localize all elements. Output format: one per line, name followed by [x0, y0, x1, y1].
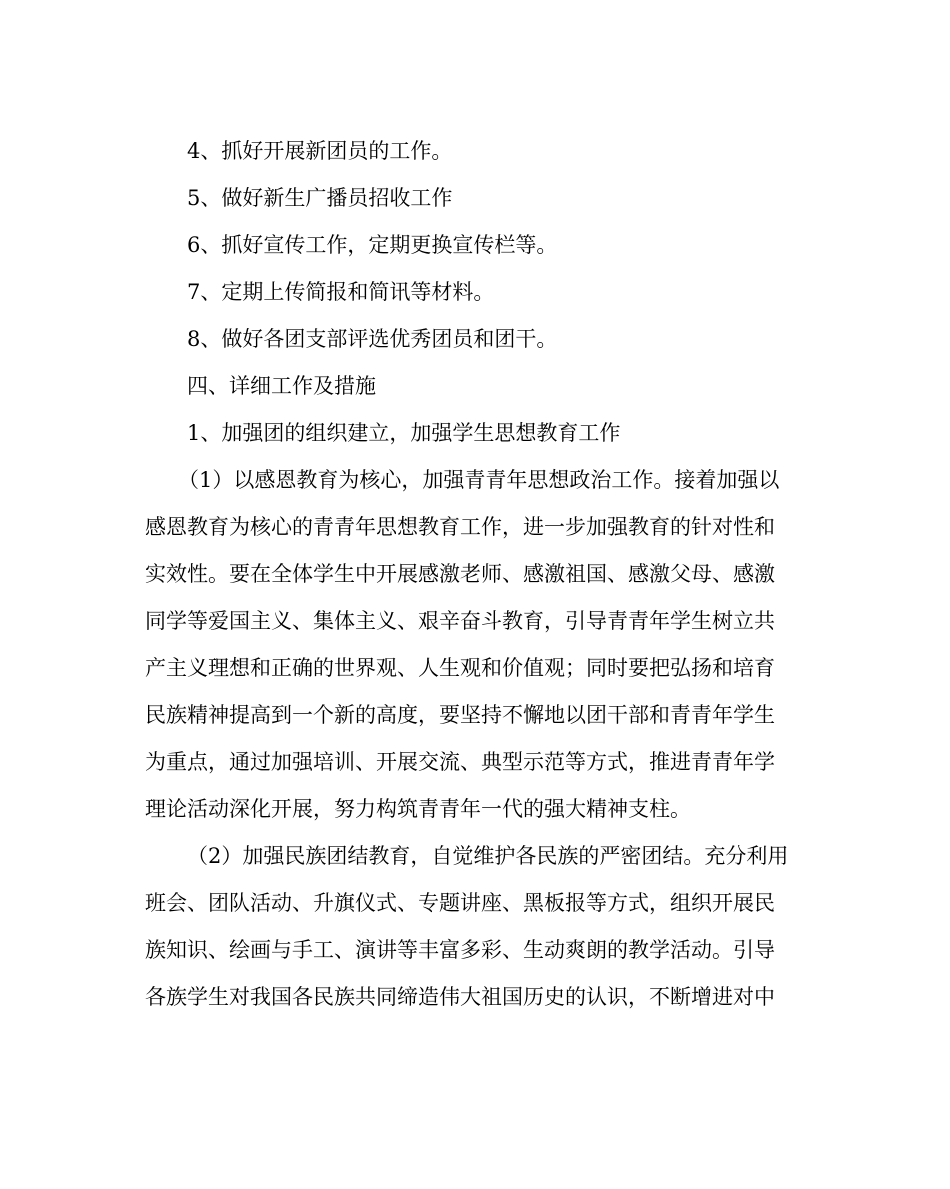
paragraph-1-line: 感恩教育为核心的青青年思想教育工作，进一步加强教育的针对性和: [145, 515, 775, 539]
list-item-6: 6、抓好宣传工作，定期更换宣传栏等。: [187, 233, 558, 257]
paragraph-1-line: 理论活动深化开展，努力构筑青青年一代的强大精神支柱。: [145, 797, 691, 821]
list-item-8: 8、做好各团支部评选优秀团员和团干。: [187, 327, 558, 351]
paragraph-1-line: 产主义理想和正确的世界观、人生观和价值观；同时要把弘扬和培育: [145, 656, 775, 680]
document-body: [145, 128, 805, 1021]
subsection-heading: 1、加强团的组织建立，加强学生思想教育工作: [187, 421, 621, 445]
paragraph-1-line: 实效性。要在全体学生中开展感激老师、感激祖国、感激父母、感激: [145, 562, 775, 586]
list-item-5: 5、做好新生广播员招收工作: [187, 186, 453, 210]
paragraph-2-line: （2）加强民族团结教育，自觉维护各民族的严密团结。充分利用: [187, 844, 789, 868]
paragraph-1-line: 民族精神提高到一个新的高度，要坚持不懈地以团干部和青青年学生: [145, 703, 775, 727]
section-heading: 四、详细工作及措施: [187, 374, 376, 398]
paragraph-2-line: 各族学生对我国各民族共同缔造伟大祖国历史的认识，不断增进对中: [145, 985, 775, 1009]
paragraph-1-line: 同学等爱国主义、集体主义、艰辛奋斗教育，引导青青年学生树立共: [145, 609, 775, 633]
list-item-4: 4、抓好开展新团员的工作。: [187, 139, 453, 163]
paragraph-1-line: （1）以感恩教育为核心，加强青青年思想政治工作。接着加强以: [178, 468, 780, 492]
list-item-7: 7、定期上传简报和简讯等材料。: [187, 280, 495, 304]
paragraph-2-line: 班会、团队活动、升旗仪式、专题讲座、黑板报等方式，组织开展民: [145, 891, 775, 915]
paragraph-1-line: 为重点，通过加强培训、开展交流、典型示范等方式，推进青青年学: [145, 750, 775, 774]
paragraph-2-line: 族知识、绘画与手工、演讲等丰富多彩、生动爽朗的教学活动。引导: [145, 938, 775, 962]
